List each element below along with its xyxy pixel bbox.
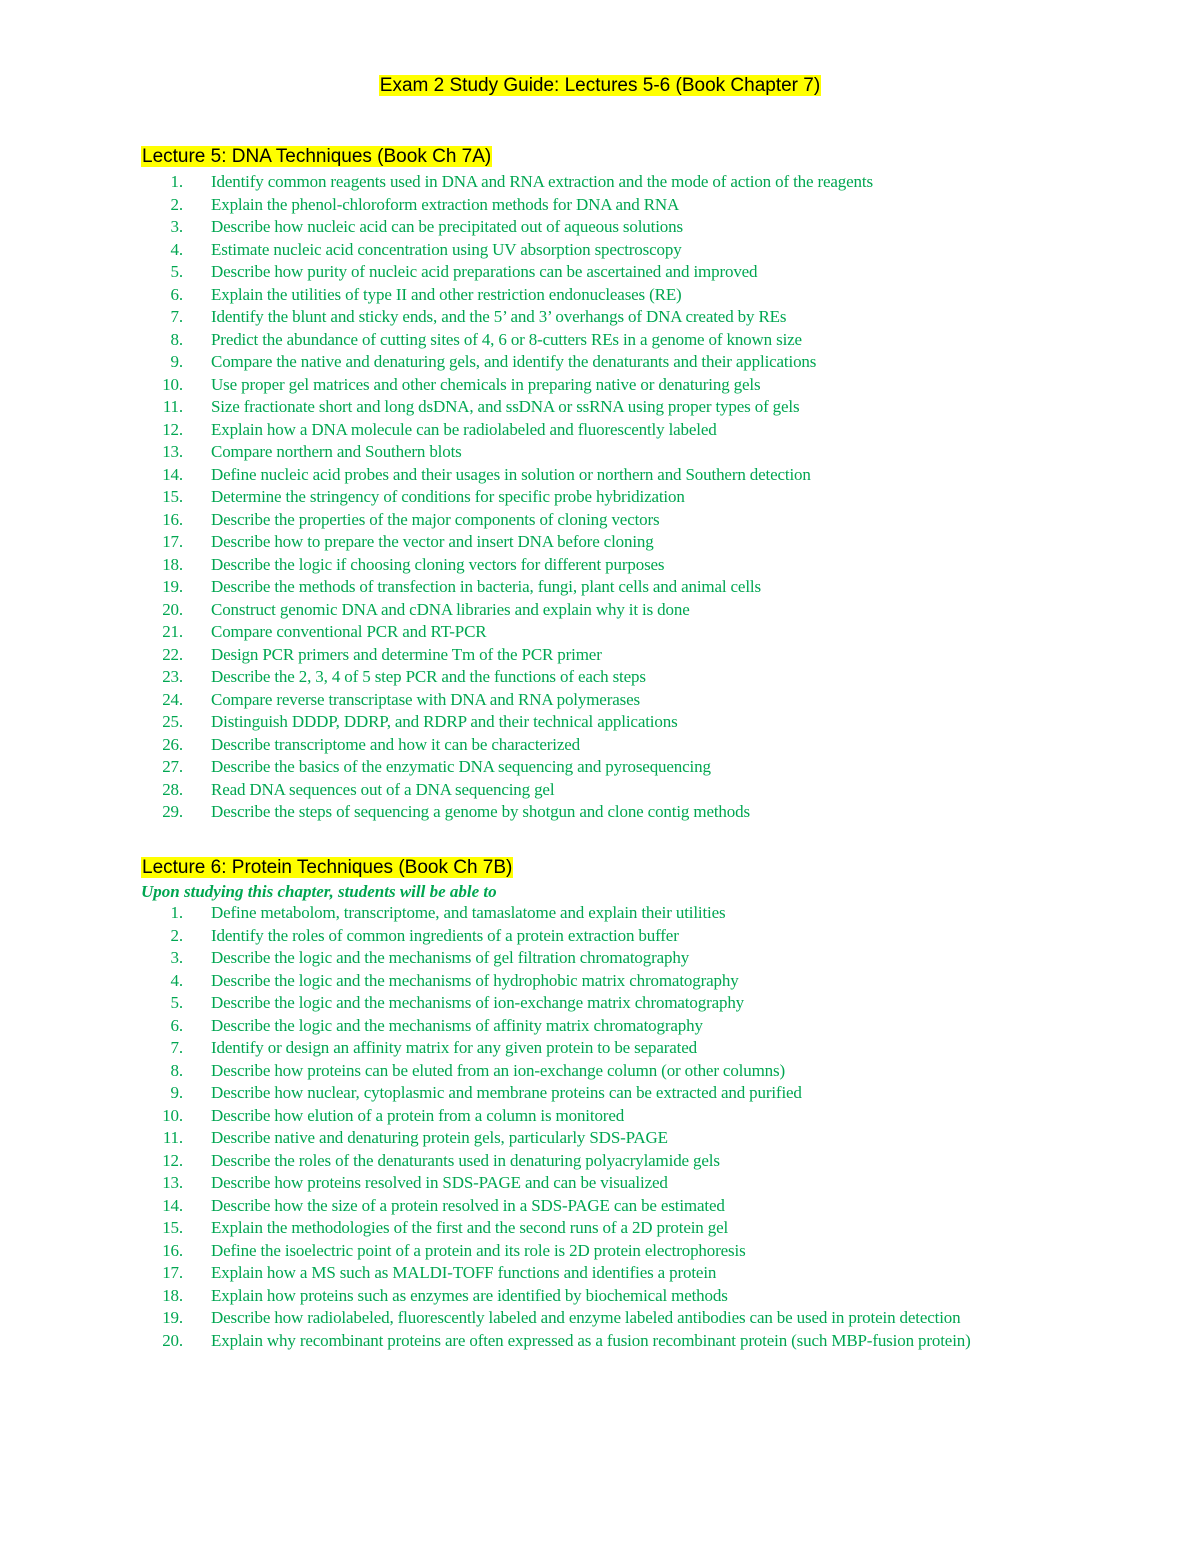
list-item-number: 2. xyxy=(170,925,183,945)
list-item-number: 28. xyxy=(162,779,183,799)
list-item xyxy=(141,419,1101,442)
list-item xyxy=(141,329,1101,352)
list-item xyxy=(141,666,1101,689)
list-item-number: 3. xyxy=(170,948,183,967)
list-item-number: 26. xyxy=(162,734,183,754)
list-item xyxy=(141,947,1101,970)
list-item-number: 12. xyxy=(162,419,183,439)
list-item-number: 24. xyxy=(162,689,183,709)
list-item xyxy=(141,486,1101,509)
list-item-number: 8. xyxy=(170,1060,183,1080)
list-item xyxy=(141,216,1101,239)
list-item-text: Describe how nucleic acid can be precipitated out of aqueous solutions xyxy=(211,217,683,236)
list-item-number: 3. xyxy=(170,217,183,236)
list-item-text: Define the isoelectric point of a protein and its role is 2D protein electrophoresis xyxy=(211,1240,746,1260)
list-item-text: Describe the logic and the mechanisms of hydrophobic matrix chromatography xyxy=(211,970,739,990)
list-item-text: Distinguish DDDP, DDRP, and RDRP and their technical applications xyxy=(211,712,678,731)
list-item-text: Construct genomic DNA and cDNA libraries and explain why it is done xyxy=(211,599,690,619)
list-item xyxy=(141,1240,1101,1263)
list-item xyxy=(141,306,1101,329)
list-item-number: 7. xyxy=(170,1038,183,1057)
list-item-number: 10. xyxy=(162,1105,183,1125)
list-item-text: Explain the utilities of type II and other restriction endonucleases (RE) xyxy=(211,284,682,304)
list-item-number: 17. xyxy=(162,532,183,551)
list-item-text: Compare northern and Southern blots xyxy=(211,442,462,461)
list-item-number: 5. xyxy=(170,262,183,281)
list-item xyxy=(141,1195,1101,1218)
list-item-text: Describe how the size of a protein resolved in a SDS-PAGE can be estimated xyxy=(211,1195,725,1215)
lecture6-heading-row xyxy=(141,856,1101,882)
list-item xyxy=(141,1307,1101,1330)
list-item-text: Read DNA sequences out of a DNA sequencing gel xyxy=(211,779,555,799)
list-item xyxy=(141,1037,1101,1060)
list-item-number: 11. xyxy=(162,397,183,416)
lecture5-section xyxy=(141,145,1101,824)
list-item xyxy=(141,599,1101,622)
list-item-number: 19. xyxy=(162,1308,183,1327)
lecture5-heading-row xyxy=(141,145,1101,171)
list-item-number: 4. xyxy=(170,970,183,990)
list-item xyxy=(141,1262,1101,1285)
list-item-text: Size fractionate short and long dsDNA, and ssDNA or ssRNA using proper types of gels xyxy=(211,397,800,416)
list-item-number: 4. xyxy=(170,239,183,259)
list-item-number: 25. xyxy=(162,712,183,731)
list-item xyxy=(141,1082,1101,1105)
list-item-text: Estimate nucleic acid concentration using UV absorption spectroscopy xyxy=(211,239,682,259)
list-item xyxy=(141,441,1101,464)
list-item-text: Explain how a DNA molecule can be radiolabeled and fluorescently labeled xyxy=(211,419,717,439)
list-item xyxy=(141,644,1101,667)
list-item xyxy=(141,1217,1101,1240)
list-item-number: 6. xyxy=(170,1015,183,1035)
list-item-text: Describe how to prepare the vector and insert DNA before cloning xyxy=(211,532,654,551)
list-item-text: Explain the phenol-chloroform extraction methods for DNA and RNA xyxy=(211,194,680,214)
list-item-number: 11. xyxy=(162,1128,183,1147)
list-item-text: Describe transcriptome and how it can be characterized xyxy=(211,734,581,754)
list-item-text: Describe the methods of transfection in bacteria, fungi, plant cells and animal cells xyxy=(211,577,761,596)
list-item xyxy=(141,351,1101,374)
list-item-text: Describe how elution of a protein from a column is monitored xyxy=(211,1105,625,1125)
lecture6-section xyxy=(141,856,1101,1352)
lecture5-heading: Lecture 5: DNA Techniques (Book Ch 7A) xyxy=(142,146,492,167)
list-item-number: 14. xyxy=(162,1195,183,1215)
list-item-number: 10. xyxy=(162,374,183,394)
list-item xyxy=(141,902,1101,925)
list-item xyxy=(141,992,1101,1015)
list-item xyxy=(141,734,1101,757)
page-title: Exam 2 Study Guide: Lectures 5-6 (Book Chapter 7) xyxy=(379,75,821,96)
list-item-number: 20. xyxy=(162,1330,183,1350)
list-item xyxy=(141,554,1101,577)
list-item xyxy=(141,689,1101,712)
list-item-number: 16. xyxy=(162,509,183,529)
list-item-number: 14. xyxy=(162,464,183,484)
list-item-text: Describe the logic and the mechanisms of gel filtration chromatography xyxy=(211,948,690,967)
list-item-number: 7. xyxy=(170,307,183,326)
list-item-number: 15. xyxy=(162,487,183,506)
list-item-text: Explain how a MS such as MALDI-TOFF functions and identifies a protein xyxy=(211,1263,717,1282)
list-item xyxy=(141,1127,1101,1150)
list-item xyxy=(141,261,1101,284)
list-item-number: 5. xyxy=(170,993,183,1012)
list-item-text: Determine the stringency of conditions for specific probe hybridization xyxy=(211,487,685,506)
list-item-number: 1. xyxy=(170,903,183,922)
list-item xyxy=(141,1015,1101,1038)
list-item xyxy=(141,756,1101,779)
list-item xyxy=(141,621,1101,644)
list-item xyxy=(141,1105,1101,1128)
lecture6-objectives-list xyxy=(141,902,1101,1352)
list-item-number: 18. xyxy=(162,1285,183,1305)
list-item-number: 13. xyxy=(162,1173,183,1192)
list-item xyxy=(141,779,1101,802)
list-item-text: Compare the native and denaturing gels, and identify the denaturants and their applications xyxy=(211,352,817,371)
list-item xyxy=(141,194,1101,217)
list-item-text: Describe how proteins resolved in SDS-PAGE and can be visualized xyxy=(211,1173,668,1192)
list-item-text: Describe how purity of nucleic acid preparations can be ascertained and improved xyxy=(211,262,758,281)
list-item-number: 18. xyxy=(162,554,183,574)
list-item-text: Describe the properties of the major components of cloning vectors xyxy=(211,509,660,529)
list-item-number: 29. xyxy=(162,802,183,821)
list-item-text: Describe native and denaturing protein gels, particularly SDS-PAGE xyxy=(211,1128,668,1147)
list-item xyxy=(141,925,1101,948)
list-item-text: Design PCR primers and determine Tm of the PCR primer xyxy=(211,644,602,664)
list-item-text: Describe the steps of sequencing a genome by shotgun and clone contig methods xyxy=(211,802,750,821)
list-item-text: Describe the logic if choosing cloning vectors for different purposes xyxy=(211,554,665,574)
list-item-number: 20. xyxy=(162,599,183,619)
list-item-text: Predict the abundance of cutting sites of 4, 6 or 8-cutters REs in a genome of known size xyxy=(211,329,802,349)
list-item-text: Explain how proteins such as enzymes are identified by biochemical methods xyxy=(211,1285,728,1305)
list-item-number: 8. xyxy=(170,329,183,349)
list-item-number: 9. xyxy=(170,1083,183,1102)
list-item-number: 19. xyxy=(162,577,183,596)
list-item-number: 9. xyxy=(170,352,183,371)
list-item-text: Describe how nuclear, cytoplasmic and membrane proteins can be extracted and purified xyxy=(211,1083,802,1102)
list-item xyxy=(141,1060,1101,1083)
list-item-text: Identify the roles of common ingredients of a protein extraction buffer xyxy=(211,925,679,945)
list-item-number: 6. xyxy=(170,284,183,304)
lecture5-objectives-list xyxy=(141,171,1101,824)
list-item xyxy=(141,711,1101,734)
list-item xyxy=(141,1150,1101,1173)
list-item xyxy=(141,171,1101,194)
list-item-number: 21. xyxy=(162,622,183,641)
list-item xyxy=(141,576,1101,599)
lecture6-heading: Lecture 6: Protein Techniques (Book Ch 7B) xyxy=(142,857,513,878)
list-item-number: 1. xyxy=(170,172,183,191)
list-item-number: 12. xyxy=(162,1150,183,1170)
lecture6-subtitle: Upon studying this chapter, students will be able to xyxy=(141,882,497,901)
list-item-number: 22. xyxy=(162,644,183,664)
list-item-text: Define metabolom, transcriptome, and tamaslatome and explain their utilities xyxy=(211,903,726,922)
list-item-text: Compare conventional PCR and RT-PCR xyxy=(211,622,487,641)
list-item-text: Describe how proteins can be eluted from an ion-exchange column (or other columns) xyxy=(211,1060,786,1080)
list-item xyxy=(141,239,1101,262)
list-item xyxy=(141,1172,1101,1195)
list-item-number: 27. xyxy=(162,757,183,776)
list-item-number: 13. xyxy=(162,442,183,461)
list-item xyxy=(141,374,1101,397)
list-item xyxy=(141,801,1101,824)
list-item-text: Describe the basics of the enzymatic DNA sequencing and pyrosequencing xyxy=(211,757,711,776)
list-item-number: 2. xyxy=(170,194,183,214)
list-item-number: 15. xyxy=(162,1218,183,1237)
title-container xyxy=(0,74,1200,98)
list-item xyxy=(141,284,1101,307)
list-item-text: Compare reverse transcriptase with DNA and RNA polymerases xyxy=(211,689,640,709)
list-item-number: 16. xyxy=(162,1240,183,1260)
list-item-text: Use proper gel matrices and other chemicals in preparing native or denaturing gels xyxy=(211,374,761,394)
list-item xyxy=(141,531,1101,554)
list-item xyxy=(141,464,1101,487)
list-item-text: Identify the blunt and sticky ends, and the 5’ and 3’ overhangs of DNA created by REs xyxy=(211,307,787,326)
list-item-text: Explain the methodologies of the first and the second runs of a 2D protein gel xyxy=(211,1218,729,1237)
list-item-text: Describe how radiolabeled, fluorescently labeled and enzyme labeled antibodies can be used in protein detection xyxy=(211,1308,961,1327)
list-item xyxy=(141,970,1101,993)
list-item xyxy=(141,396,1101,419)
list-item-number: 17. xyxy=(162,1263,183,1282)
list-item-text: Define nucleic acid probes and their usages in solution or northern and Southern detection xyxy=(211,464,811,484)
list-item-text: Describe the roles of the denaturants used in denaturing polyacrylamide gels xyxy=(211,1150,720,1170)
list-item-text: Identify common reagents used in DNA and RNA extraction and the mode of action of the reagents xyxy=(211,172,873,191)
list-item-text: Explain why recombinant proteins are often expressed as a fusion recombinant protein (such MBP-fusion protein) xyxy=(211,1330,971,1350)
list-item-number: 23. xyxy=(162,667,183,686)
list-item-text: Identify or design an affinity matrix for any given protein to be separated xyxy=(211,1038,698,1057)
list-item xyxy=(141,1330,1101,1353)
list-item-text: Describe the 2, 3, 4 of 5 step PCR and the functions of each steps xyxy=(211,667,646,686)
list-item-text: Describe the logic and the mechanisms of ion-exchange matrix chromatography xyxy=(211,993,745,1012)
list-item-text: Describe the logic and the mechanisms of affinity matrix chromatography xyxy=(211,1015,703,1035)
list-item xyxy=(141,1285,1101,1308)
list-item xyxy=(141,509,1101,532)
